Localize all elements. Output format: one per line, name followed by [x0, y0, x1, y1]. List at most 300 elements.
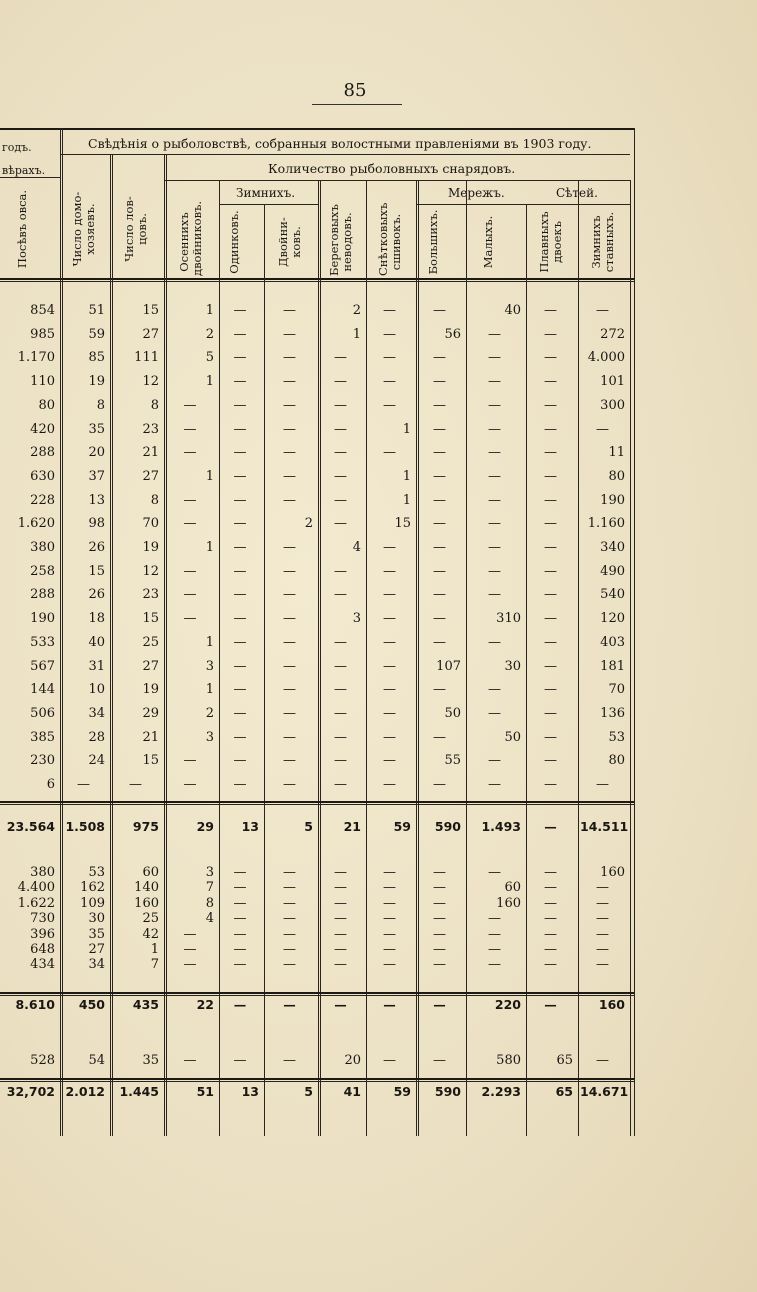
table-row-cell: 1 — [352, 326, 361, 342]
table-row-cell: 27 — [142, 326, 159, 342]
table-row-cell: — — [383, 926, 396, 942]
table-row-cell: — — [233, 895, 247, 911]
table-row-cell: — — [544, 682, 557, 698]
table-row-cell: 1 — [205, 374, 214, 390]
table-row-cell: 56 — [444, 326, 461, 342]
grand-total-row-cell: 590 — [434, 1084, 461, 1099]
table-row-cell: 21 — [142, 445, 159, 461]
table-row-cell: — — [433, 911, 446, 927]
table-row-cell: 144 — [30, 682, 55, 698]
table-row-cell: — — [488, 374, 501, 390]
table-row-cell: 8 — [150, 397, 159, 413]
table-row-cell: — — [283, 926, 296, 942]
table-row-cell: — — [433, 682, 446, 698]
table-row-cell: — — [334, 911, 347, 927]
table-row-cell: — — [544, 468, 557, 484]
table-row-cell: 272 — [600, 326, 625, 342]
table-row-cell: — — [283, 705, 296, 721]
table-row-cell: 27 — [88, 942, 105, 957]
table-row-cell: — — [433, 942, 446, 957]
table-row-cell: — — [488, 957, 501, 973]
table-row-cell: — — [544, 350, 557, 366]
table-row-cell: 80 — [608, 468, 625, 484]
table-row-cell: 6 — [46, 777, 55, 792]
subtotal-row-b-cell: — — [544, 997, 557, 1012]
table-row-cell: 101 — [600, 374, 625, 390]
table-row-cell: — — [183, 957, 197, 973]
table-row-cell: — — [544, 303, 557, 318]
table-row-cell: 162 — [80, 880, 105, 896]
table-rule — [0, 281, 634, 282]
table-row-cell: 490 — [600, 563, 625, 579]
table-row-cell: 4.000 — [587, 350, 625, 366]
table-row-cell: 2 — [352, 303, 361, 318]
table-row-cell: 13 — [88, 492, 105, 508]
column-header-5: Одинковъ. — [226, 210, 241, 274]
table-row-cell: 31 — [88, 658, 105, 674]
table-rule — [0, 804, 634, 805]
table-row-cell: 29 — [142, 705, 159, 721]
table-row-cell: — — [383, 445, 396, 461]
table-row-cell: — — [544, 326, 557, 342]
table-row-cell: 35 — [88, 421, 105, 437]
table-row-cell: — — [283, 1053, 296, 1068]
table-row-cell: 228 — [30, 492, 55, 508]
table-row-cell: 340 — [600, 540, 625, 555]
table-row-cell: 140 — [134, 880, 159, 896]
table-row-cell: 23 — [142, 421, 159, 437]
table-row-cell: — — [283, 895, 296, 911]
table-row-cell: 70 — [142, 516, 159, 532]
table-row-cell: — — [383, 957, 396, 973]
table-row-cell: — — [488, 516, 501, 532]
table-row-cell: — — [544, 865, 557, 880]
table-row-cell: 8 — [150, 492, 159, 508]
table-row-cell: — — [334, 492, 347, 508]
subtotal-row-a-cell: 23.564 — [6, 819, 55, 834]
grand-total-row-cell: 2.293 — [481, 1084, 521, 1099]
table-row-cell: — — [383, 658, 396, 674]
subtotal-row-a-cell: 14.511 — [580, 819, 629, 834]
table-row-cell: — — [283, 753, 296, 769]
grand-total-row-cell: 65 — [555, 1084, 573, 1099]
table-row-cell: 420 — [30, 421, 55, 437]
table-row-cell: 2 — [205, 326, 214, 342]
table-row-cell: — — [596, 957, 609, 973]
table-row-cell: — — [433, 350, 446, 366]
table-row-cell: — — [183, 942, 197, 957]
table-row-cell: — — [233, 540, 247, 555]
table-row-cell: 111 — [134, 350, 159, 366]
table-row-cell: — — [596, 880, 609, 896]
table-row-cell: — — [183, 516, 197, 532]
subtotal-row-b-cell: 8.610 — [15, 997, 55, 1012]
subtotal-row-a-cell: 1.493 — [481, 819, 521, 834]
table-row-cell: — — [334, 777, 347, 792]
column-rule — [526, 204, 527, 1136]
subtotal-row-a-cell: 59 — [393, 819, 411, 834]
table-row-cell: — — [334, 397, 347, 413]
table-row-cell: — — [488, 421, 501, 437]
table-row-cell: 98 — [88, 516, 105, 532]
table-row-cell: 30 — [504, 658, 521, 674]
column-header-10: Малыхъ. — [481, 215, 495, 269]
table-row-cell: — — [544, 445, 557, 461]
subtotal-row-a-cell: 975 — [132, 819, 159, 834]
table-row-cell: — — [433, 880, 446, 896]
table-row-cell: — — [334, 705, 347, 721]
table-row-cell: — — [283, 326, 296, 342]
table-row-cell: 23 — [142, 587, 159, 603]
subgroup-nets-setey: Сѣтей. — [556, 186, 598, 200]
table-rule — [416, 204, 630, 205]
table-row-cell: — — [383, 705, 396, 721]
table-row-cell: — — [334, 880, 347, 896]
table-rule — [164, 180, 630, 181]
table-row-cell: 19 — [142, 540, 159, 555]
table-row-cell: — — [488, 468, 501, 484]
table-rule — [60, 154, 630, 155]
table-row-cell: 7 — [205, 880, 214, 896]
table-row-cell: — — [233, 445, 247, 461]
table-row-cell: — — [544, 777, 557, 792]
table-row-cell: 53 — [88, 865, 105, 880]
table-row-cell: — — [334, 926, 347, 942]
table-row-cell: 34 — [88, 957, 105, 973]
table-row-cell: — — [488, 587, 501, 603]
table-row-cell: 65 — [556, 1053, 573, 1068]
table-row-cell: 110 — [30, 374, 55, 390]
table-row-cell: — — [233, 611, 247, 627]
table-row-cell: 160 — [134, 895, 159, 911]
table-row-cell: 109 — [80, 895, 105, 911]
table-row-cell: 42 — [142, 926, 159, 942]
table-row-cell: — — [433, 516, 446, 532]
table-row-cell: 1 — [150, 942, 159, 957]
table-row-cell: 580 — [496, 1053, 521, 1068]
table-row-cell: — — [544, 516, 557, 532]
table-row-cell: — — [334, 729, 347, 745]
table-row-cell: 15 — [394, 516, 411, 532]
grand-total-row-cell: 5 — [304, 1084, 313, 1099]
table-row-cell: — — [183, 563, 197, 579]
table-row-cell: — — [233, 957, 247, 973]
table-row-cell: 985 — [30, 326, 55, 342]
table-row-cell: — — [544, 895, 557, 911]
table-row-cell: — — [488, 705, 501, 721]
table-row-cell: — — [334, 468, 347, 484]
table-row-cell: — — [544, 634, 557, 650]
column-header-2: Число домо-хозяевъ. — [70, 191, 97, 267]
table-row-cell: — — [488, 540, 501, 555]
table-row-cell: — — [544, 957, 557, 973]
table-row-cell: 5 — [205, 350, 214, 366]
table-row-cell: — — [283, 911, 296, 927]
table-row-cell: — — [433, 895, 446, 911]
table-row-cell: — — [334, 374, 347, 390]
table-row-cell: — — [488, 326, 501, 342]
table-row-cell: — — [233, 350, 247, 366]
table-row-cell: — — [183, 397, 197, 413]
table-row-cell: 258 — [30, 563, 55, 579]
table-row-cell: 20 — [88, 445, 105, 461]
table-rule — [0, 1081, 634, 1082]
table-row-cell: — — [488, 634, 501, 650]
table-row-cell: 540 — [600, 587, 625, 603]
table-row-cell: — — [233, 729, 247, 745]
table-row-cell: — — [433, 777, 446, 792]
table-row-cell: 385 — [30, 729, 55, 745]
table-row-cell: 35 — [88, 926, 105, 942]
table-row-cell: — — [334, 753, 347, 769]
table-row-cell: — — [233, 634, 247, 650]
table-row-cell: — — [383, 753, 396, 769]
table-row-cell: — — [283, 350, 296, 366]
table-row-cell: 60 — [142, 865, 159, 880]
table-row-cell: 53 — [608, 729, 625, 745]
column-header-8: Снѣтковыхъ сшивокъ. — [376, 202, 403, 276]
table-row-cell: 300 — [600, 397, 625, 413]
column-header-1: Посѣвъ овса. — [15, 189, 29, 269]
table-row-cell: — — [488, 865, 501, 880]
table-row-cell: — — [544, 563, 557, 579]
table-row-cell: — — [488, 753, 501, 769]
table-row-cell: — — [383, 682, 396, 698]
table-row-cell: 3 — [205, 729, 214, 745]
table-row-cell: 730 — [30, 911, 55, 927]
table-row-cell: 160 — [496, 895, 521, 911]
table-row-cell: — — [433, 729, 446, 745]
table-row-cell: — — [233, 421, 247, 437]
subtotal-row-b-cell: — — [383, 997, 396, 1012]
table-row-cell: 190 — [600, 492, 625, 508]
table-row-cell: — — [334, 516, 347, 532]
table-row-cell: 80 — [608, 753, 625, 769]
table-row-cell: — — [596, 926, 609, 942]
table-row-cell: — — [233, 587, 247, 603]
table-row-cell: — — [383, 303, 396, 318]
table-row-cell: — — [233, 658, 247, 674]
table-row-cell: 18 — [88, 611, 105, 627]
table-row-cell: 120 — [600, 611, 625, 627]
table-row-cell: 37 — [88, 468, 105, 484]
table-row-cell: — — [433, 926, 446, 942]
subtotal-row-b-cell: 220 — [494, 997, 521, 1012]
table-row-cell: — — [283, 658, 296, 674]
table-row-cell: 80 — [38, 397, 55, 413]
table-row-cell: 27 — [142, 468, 159, 484]
table-rule — [0, 278, 634, 280]
table-row-cell: — — [433, 397, 446, 413]
table-row-cell: — — [233, 492, 247, 508]
table-row-cell: 55 — [444, 753, 461, 769]
table-row-cell: — — [283, 865, 296, 880]
table-row-cell: 854 — [30, 303, 55, 318]
table-row-cell: 27 — [142, 658, 159, 674]
table-row-cell: — — [433, 1053, 446, 1068]
group-header: Количество рыболовныхъ снарядовъ. — [268, 161, 516, 176]
subtotal-row-b-cell: — — [433, 997, 446, 1012]
table-row-cell: — — [433, 303, 446, 318]
table-row-cell: 567 — [30, 658, 55, 674]
table-row-cell: — — [433, 634, 446, 650]
table-row-cell: — — [383, 865, 396, 880]
table-row-cell: — — [283, 540, 296, 555]
table-row-cell: — — [488, 777, 501, 792]
table-row-cell: 21 — [142, 729, 159, 745]
table-row-cell: 40 — [88, 634, 105, 650]
table-row-cell: 4.400 — [17, 880, 55, 896]
table-row-cell: — — [433, 468, 446, 484]
table-row-cell: — — [433, 563, 446, 579]
table-row-cell: — — [183, 777, 197, 792]
table-row-cell: 1.170 — [17, 350, 55, 366]
table-row-cell: 26 — [88, 587, 105, 603]
fishing-statistics-table — [0, 126, 638, 1136]
table-row-cell: 380 — [30, 540, 55, 555]
table-row-cell: — — [488, 445, 501, 461]
table-row-cell: 28 — [88, 729, 105, 745]
table-row-cell: 50 — [444, 705, 461, 721]
table-row-cell: — — [233, 777, 247, 792]
table-row-cell: — — [488, 563, 501, 579]
table-row-cell: — — [283, 587, 296, 603]
table-row-cell: 1 — [205, 468, 214, 484]
table-row-cell: — — [334, 682, 347, 698]
table-row-cell: — — [383, 911, 396, 927]
table-rule — [0, 1078, 634, 1080]
table-row-cell: — — [334, 587, 347, 603]
grand-total-row-cell: 1.445 — [119, 1084, 159, 1099]
table-row-cell: 7 — [150, 957, 159, 973]
table-row-cell: 85 — [88, 350, 105, 366]
grand-total-row-cell: 59 — [393, 1084, 411, 1099]
column-rule — [264, 204, 265, 1136]
table-row-cell: — — [544, 753, 557, 769]
table-row-cell: — — [233, 926, 247, 942]
table-row-cell: — — [383, 729, 396, 745]
table-row-cell: — — [334, 658, 347, 674]
table-row-cell: 30 — [88, 911, 105, 927]
table-row-cell: — — [433, 957, 446, 973]
table-row-cell: — — [596, 942, 609, 957]
left-header-mid: вѣрахъ. — [2, 164, 46, 177]
subtotal-row-b-cell: 435 — [132, 997, 159, 1012]
table-row-cell: 506 — [30, 705, 55, 721]
table-row-cell: — — [433, 540, 446, 555]
table-row-cell: 2 — [205, 705, 214, 721]
table-row-cell: 4 — [205, 911, 214, 927]
table-row-cell: 1.620 — [17, 516, 55, 532]
left-header-top: годъ. — [2, 141, 32, 154]
table-row-cell: — — [283, 445, 296, 461]
table-row-cell: — — [596, 421, 609, 437]
table-row-cell: 1.622 — [17, 895, 55, 911]
table-row-cell: 59 — [88, 326, 105, 342]
table-row-cell: 310 — [496, 611, 521, 627]
table-row-cell: 60 — [504, 880, 521, 896]
table-row-cell: — — [77, 777, 90, 792]
table-row-cell: — — [183, 421, 197, 437]
table-row-cell: — — [283, 777, 296, 792]
table-row-cell: 4 — [352, 540, 361, 555]
table-row-cell: 15 — [88, 563, 105, 579]
table-row-cell: — — [233, 397, 247, 413]
subtotal-row-b-cell: 22 — [196, 997, 214, 1012]
table-row-cell: — — [334, 634, 347, 650]
table-row-cell: — — [183, 492, 197, 508]
table-row-cell: — — [544, 729, 557, 745]
table-row-cell: 190 — [30, 611, 55, 627]
grand-total-row-cell: 13 — [241, 1084, 259, 1099]
table-row-cell: 1.160 — [587, 516, 625, 532]
table-row-cell: — — [183, 1053, 197, 1068]
subtotal-row-a-cell: — — [544, 819, 557, 834]
subtotal-row-a-cell: 21 — [343, 819, 361, 834]
table-row-cell: 3 — [205, 658, 214, 674]
table-row-cell: — — [383, 397, 396, 413]
table-row-cell: — — [233, 753, 247, 769]
subgroup-winter: Зимнихъ. — [236, 186, 296, 200]
column-header-11: Плавныхъ двоекъ — [537, 211, 564, 273]
subtotal-row-a-cell: 590 — [434, 819, 461, 834]
grand-total-row-cell: 41 — [343, 1084, 361, 1099]
table-row-cell: — — [233, 911, 247, 927]
table-row-cell: — — [596, 777, 609, 792]
table-row-cell: 160 — [600, 865, 625, 880]
table-row-cell: — — [544, 911, 557, 927]
table-row-cell: — — [334, 895, 347, 911]
page-number-rule — [312, 104, 402, 105]
table-row-cell: — — [544, 421, 557, 437]
table-row-cell: 25 — [142, 911, 159, 927]
table-row-cell: 648 — [30, 942, 55, 957]
table-row-cell: — — [129, 777, 142, 792]
subtotal-row-a-cell: 1.508 — [65, 819, 105, 834]
table-row-cell: — — [334, 957, 347, 973]
table-row-cell: 8 — [96, 397, 105, 413]
table-row-cell: 528 — [30, 1053, 55, 1068]
column-header-4: Осеннихъ двойниковъ. — [176, 200, 204, 276]
table-row-cell: 51 — [88, 303, 105, 318]
column-header-6: Двойни-ковъ. — [276, 217, 303, 267]
table-row-cell: 12 — [142, 563, 159, 579]
table-row-cell: — — [283, 397, 296, 413]
table-row-cell: 15 — [142, 303, 159, 318]
table-row-cell: — — [433, 587, 446, 603]
table-row-cell: — — [383, 350, 396, 366]
table-row-cell: 288 — [30, 587, 55, 603]
table-row-cell: 8 — [205, 895, 214, 911]
table-row-cell: — — [488, 911, 501, 927]
table-row-cell: 288 — [30, 445, 55, 461]
grand-total-row-cell: 51 — [196, 1084, 214, 1099]
table-row-cell: 3 — [352, 611, 361, 627]
table-row-cell: — — [488, 942, 501, 957]
grand-total-row-cell: 14.671 — [580, 1084, 629, 1099]
table-row-cell: — — [488, 350, 501, 366]
table-row-cell: — — [283, 468, 296, 484]
table-row-cell: 10 — [88, 682, 105, 698]
table-row-cell: — — [233, 1053, 247, 1068]
table-row-cell: — — [283, 492, 296, 508]
table-row-cell: 107 — [436, 658, 461, 674]
table-row-cell: — — [383, 374, 396, 390]
table-row-cell: 20 — [344, 1053, 361, 1068]
column-header-3: Число лов-цовъ. — [122, 196, 149, 262]
table-row-cell: 26 — [88, 540, 105, 555]
column-rule — [634, 128, 635, 1136]
